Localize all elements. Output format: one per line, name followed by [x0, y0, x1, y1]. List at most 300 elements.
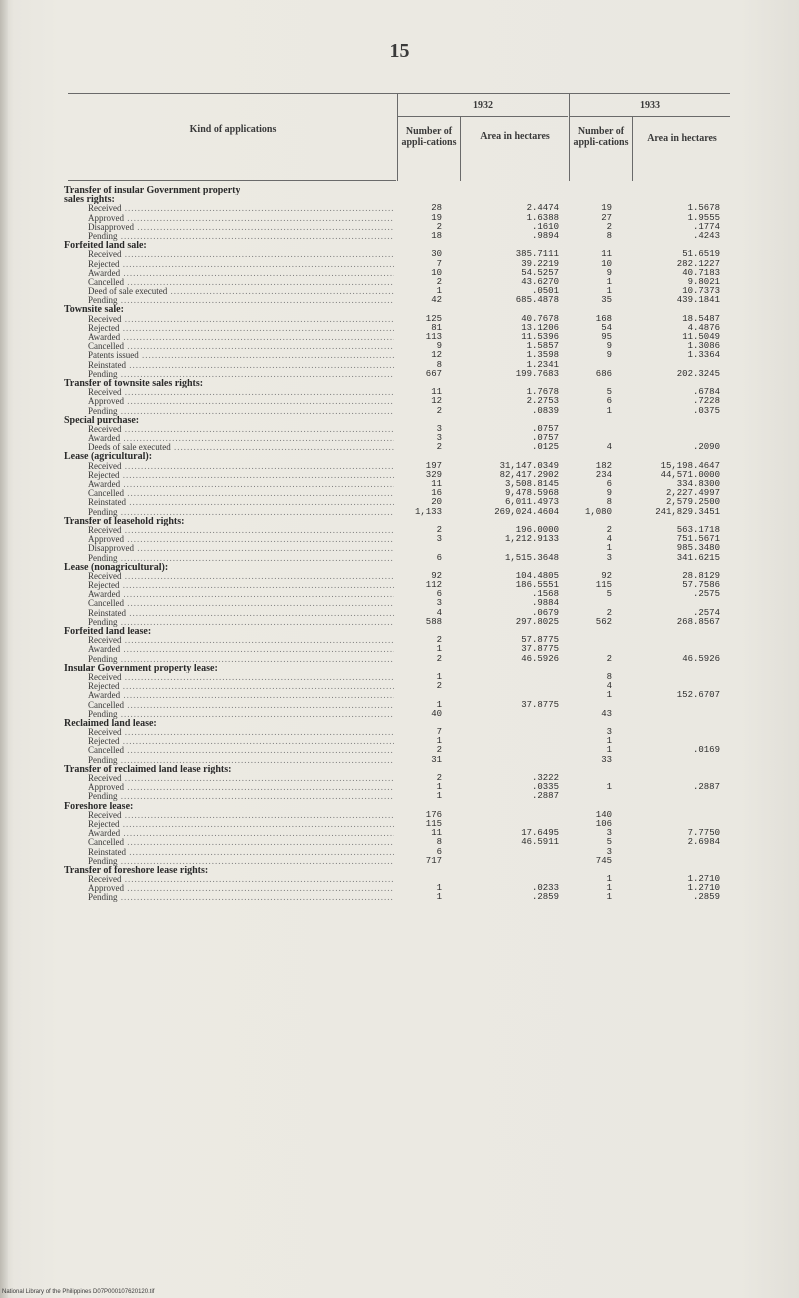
count-1933-cell: 140	[595, 809, 612, 820]
row-label: Awarded .....	[88, 829, 394, 838]
area-1933-cell: 2.6984	[687, 837, 720, 848]
count-1933-cell: 19	[601, 203, 612, 214]
area-1932-cell: 37.8775	[521, 644, 559, 655]
count-1932-cell: 1	[436, 736, 442, 747]
table-row	[0, 333, 799, 342]
area-1932-cell: 196.0000	[515, 524, 559, 535]
section-heading-row	[0, 305, 799, 314]
area-1933-cell: .2887	[692, 782, 720, 793]
table-row	[0, 636, 799, 645]
row-label: Received .....	[88, 636, 394, 645]
section-heading-row	[0, 241, 799, 250]
count-1933-cell: 745	[595, 855, 612, 866]
year-1932-header: 1932	[473, 100, 493, 111]
row-label: Received .....	[88, 875, 394, 884]
area-1932-cell: 1,515.3648	[504, 552, 559, 563]
area-1933-cell: .4243	[692, 230, 720, 241]
table-row	[0, 645, 799, 654]
area-1933-cell: 2,579.2500	[665, 497, 720, 508]
count-1932-cell: 19	[431, 212, 442, 223]
area-1932-cell: 186.5551	[515, 580, 559, 591]
count-1932-cell: 113	[425, 332, 442, 342]
count-1932-cell: 11	[431, 828, 442, 839]
count-1933-cell: 10	[601, 258, 612, 269]
area-1932-cell: 46.5926	[521, 653, 559, 664]
table-row	[0, 737, 799, 746]
area-hectares-1932-header: Area in hectares	[480, 131, 550, 142]
area-1933-cell: 44,571.0000	[660, 469, 720, 480]
count-1933-cell: 182	[595, 460, 612, 471]
area-1933-cell: 1.9555	[687, 212, 720, 223]
area-1933-cell: 152.6707	[676, 690, 720, 701]
row-label: Cancelled .....	[88, 342, 394, 351]
count-1932-cell: 717	[425, 855, 442, 866]
table-row	[0, 590, 799, 599]
table-row	[0, 223, 799, 232]
row-label: Approved .....	[88, 214, 394, 223]
area-1933-cell: 1.3086	[687, 341, 720, 352]
area-1932-cell: 1.7678	[526, 387, 559, 398]
row-label: Pending .....	[88, 756, 394, 765]
count-1933-cell: 1,080	[584, 506, 612, 517]
count-1933-cell: 1	[606, 892, 612, 903]
row-label: Pending .....	[88, 370, 394, 379]
count-1933-cell: 5	[606, 837, 612, 848]
table-row	[0, 746, 799, 755]
row-label: Pending .....	[88, 655, 394, 664]
area-1933-cell: .1774	[692, 221, 720, 232]
count-1932-cell: 1	[436, 892, 442, 903]
table-row	[0, 783, 799, 792]
row-label: Deeds of sale executed .....	[88, 443, 394, 452]
count-1932-cell: 3	[436, 598, 442, 609]
row-label: Pending .....	[88, 554, 394, 563]
area-1932-cell: 297.8025	[515, 616, 559, 627]
section-heading-row	[0, 627, 799, 636]
count-1933-cell: 1	[606, 782, 612, 793]
row-label: Pending .....	[88, 618, 394, 627]
table-row	[0, 792, 799, 801]
area-1933-cell: .7228	[692, 396, 720, 407]
area-1932-cell: 1.5857	[526, 341, 559, 352]
area-1932-cell: .9894	[531, 230, 559, 241]
count-1932-cell: 3	[436, 433, 442, 444]
area-1933-cell: 4.4876	[687, 322, 720, 333]
count-1932-cell: 1	[436, 644, 442, 655]
count-1932-cell: 3	[436, 534, 442, 545]
area-1932-cell: 57.8775	[521, 635, 559, 646]
area-1932-cell: .0501	[531, 286, 559, 297]
table-row	[0, 232, 799, 241]
area-1933-cell: 241,829.3451	[655, 506, 720, 517]
table-row	[0, 278, 799, 287]
count-1932-cell: 115	[425, 818, 442, 829]
row-label: Cancelled .....	[88, 838, 394, 847]
table-row	[0, 728, 799, 737]
count-1933-cell: 106	[595, 818, 612, 829]
count-1932-cell: 9	[436, 341, 442, 352]
section-heading-row	[0, 416, 799, 425]
count-1933-cell: 2	[606, 524, 612, 535]
area-1933-cell: 439.1841	[676, 295, 720, 306]
row-label: Disapproved .....	[88, 544, 394, 553]
row-label: Approved .....	[88, 783, 394, 792]
count-1933-cell: 2	[606, 653, 612, 664]
count-1932-cell: 2	[436, 405, 442, 416]
section-heading: Lease (nonagricultural):	[64, 562, 169, 572]
area-1933-cell: 51.6519	[682, 249, 720, 260]
area-1932-cell: 3,508.8145	[504, 479, 559, 489]
table-row	[0, 581, 799, 590]
area-1933-cell: .0375	[692, 405, 720, 416]
table-row	[0, 756, 799, 765]
row-label: Deed of sale executed .....	[88, 287, 394, 296]
count-1932-cell: 6	[436, 846, 442, 857]
area-1933-cell: 1.2710	[687, 883, 720, 894]
row-label: Rejected .....	[88, 737, 394, 746]
row-label: Pending .....	[88, 710, 394, 719]
area-1932-cell: 385.7111	[515, 249, 559, 260]
area-1932-cell: 37.8775	[521, 699, 559, 710]
count-1933-cell: 9	[606, 350, 612, 361]
table-row	[0, 701, 799, 710]
count-1933-cell: 234	[595, 469, 612, 480]
section-heading-row	[0, 664, 799, 673]
area-1932-cell: 2.4474	[526, 203, 559, 214]
count-1932-cell: 2	[436, 221, 442, 232]
count-1932-cell: 18	[431, 230, 442, 241]
table-row	[0, 370, 799, 379]
area-1932-cell: 17.6495	[521, 828, 559, 839]
count-1932-cell: 12	[431, 396, 442, 407]
table-row	[0, 214, 799, 223]
area-1932-cell: .9884	[531, 598, 559, 609]
table-row	[0, 710, 799, 719]
kind-of-applications-header: Kind of applications	[189, 124, 277, 135]
area-1932-cell: 46.5911	[521, 837, 559, 848]
table-row	[0, 829, 799, 838]
count-1932-cell: 7	[436, 727, 442, 738]
count-1932-cell: 11	[431, 479, 442, 489]
area-1933-cell: .2090	[692, 442, 720, 453]
row-label: Awarded .....	[88, 333, 394, 342]
table-row	[0, 673, 799, 682]
count-1933-cell: 1	[606, 405, 612, 416]
table-row	[0, 848, 799, 857]
row-label: Received .....	[88, 425, 394, 434]
section-heading: Transfer of leasehold rights:	[64, 516, 185, 526]
row-label: Pending .....	[88, 893, 394, 902]
count-1932-cell: 4	[436, 607, 442, 618]
area-1932-cell: 13.1206	[521, 322, 559, 333]
table-row	[0, 618, 799, 627]
area-1932-cell: .0679	[531, 607, 559, 618]
area-1932-cell: .3222	[531, 773, 559, 783]
section-heading-row	[0, 195, 799, 204]
count-1933-cell: 2	[606, 221, 612, 232]
count-1933-cell: 6	[606, 479, 612, 489]
row-label: Cancelled .....	[88, 278, 394, 287]
count-1933-cell: 3	[606, 846, 612, 857]
table-row	[0, 324, 799, 333]
count-1932-cell: 30	[431, 249, 442, 260]
area-1932-cell: .0757	[531, 423, 559, 434]
area-1933-cell: .2859	[692, 892, 720, 903]
count-1933-cell: 562	[595, 616, 612, 627]
section-heading: Insular Government property lease:	[64, 663, 218, 673]
count-1932-cell: 8	[436, 837, 442, 848]
area-1933-cell: 563.1718	[676, 524, 720, 535]
year1-underline	[398, 116, 568, 117]
row-label: Received .....	[88, 774, 394, 783]
area-1933-cell: 985.3480	[676, 543, 720, 554]
row-label: Pending .....	[88, 792, 394, 801]
count-1932-cell: 2	[436, 681, 442, 692]
area-1932-cell: .1568	[531, 589, 559, 600]
area-1933-cell: 1.5678	[687, 203, 720, 214]
table-row	[0, 296, 799, 305]
area-1932-cell: .2859	[531, 892, 559, 903]
table-row	[0, 857, 799, 866]
section-heading-row	[0, 719, 799, 728]
table-row	[0, 875, 799, 884]
area-1933-cell: 268.8567	[676, 616, 720, 627]
area-1933-cell: 57.7586	[682, 580, 720, 591]
row-label: Received .....	[88, 811, 394, 820]
table-row	[0, 811, 799, 820]
page-number: 15	[389, 40, 410, 62]
count-1932-cell: 2	[436, 276, 442, 287]
count-1932-cell: 92	[431, 570, 442, 581]
count-1932-cell: 3	[436, 423, 442, 434]
count-1932-cell: 2	[436, 745, 442, 756]
area-1933-cell: .2575	[692, 589, 720, 600]
area-1932-cell: 199.7683	[515, 368, 559, 379]
section-heading-row	[0, 802, 799, 811]
table-row	[0, 443, 799, 452]
section-heading-row	[0, 379, 799, 388]
row-label: Rejected .....	[88, 324, 394, 333]
section-heading: Reclaimed land lease:	[64, 718, 157, 729]
count-1932-cell: 16	[431, 488, 442, 499]
area-1933-cell: 341.6215	[676, 552, 720, 563]
count-1932-cell: 2	[436, 773, 442, 783]
row-label: Received .....	[88, 728, 394, 737]
count-1932-cell: 7	[436, 258, 442, 269]
section-heading-row	[0, 765, 799, 774]
row-label: Received .....	[88, 462, 394, 471]
row-label: Received .....	[88, 250, 394, 259]
count-1933-cell: 168	[595, 313, 612, 324]
count-1933-cell: 43	[601, 708, 612, 719]
count-1933-cell: 3	[606, 727, 612, 738]
count-1932-cell: 8	[436, 359, 442, 370]
row-label: Reinstated .....	[88, 848, 394, 857]
area-1932-cell: 2.2753	[526, 396, 559, 407]
count-1932-cell: 10	[431, 267, 442, 278]
table-row	[0, 691, 799, 700]
divider-1933-cols	[632, 117, 633, 181]
area-hectares-1933-header: Area in hectares	[647, 133, 717, 144]
area-1933-cell: 28.8129	[682, 570, 720, 581]
table-row	[0, 204, 799, 213]
count-1933-cell: 686	[595, 368, 612, 379]
count-1933-cell: 1	[606, 736, 612, 747]
count-1932-cell: 12	[431, 350, 442, 361]
area-1933-cell: 202.3245	[676, 368, 720, 379]
section-heading: Transfer of townsite sales rights:	[64, 378, 204, 389]
section-heading: Forfeited land lease:	[64, 627, 152, 637]
count-1933-cell: 95	[601, 332, 612, 342]
area-1932-cell: 54.5257	[521, 267, 559, 278]
area-1933-cell: .2574	[692, 607, 720, 618]
count-1933-cell: 5	[606, 387, 612, 398]
count-1932-cell: 2	[436, 524, 442, 535]
count-1932-cell: 6	[436, 552, 442, 563]
area-1932-cell: 1.6388	[526, 212, 559, 223]
section-heading-row	[0, 866, 799, 875]
count-1932-cell: 1	[436, 699, 442, 710]
row-label: Reinstated .....	[88, 361, 394, 370]
year2-underline	[570, 116, 730, 117]
section-heading: Foreshore lease:	[64, 801, 134, 811]
row-label: Received .....	[88, 315, 394, 324]
area-1933-cell: .6784	[692, 387, 720, 398]
table-row	[0, 599, 799, 608]
section-heading: Special purchase:	[64, 415, 140, 425]
count-1933-cell: 4	[606, 534, 612, 545]
table-row	[0, 269, 799, 278]
count-1933-cell: 33	[601, 754, 612, 765]
area-1932-cell: 40.7678	[521, 313, 559, 324]
count-1933-cell: 9	[606, 267, 612, 278]
table-row	[0, 554, 799, 563]
row-label: Pending .....	[88, 508, 394, 517]
row-label: Patents issued .....	[88, 351, 394, 360]
count-1932-cell: 197	[425, 460, 442, 471]
count-1933-cell: 1	[606, 286, 612, 297]
row-label: Approved .....	[88, 535, 394, 544]
table-row	[0, 260, 799, 269]
area-1933-cell: 40.7183	[682, 267, 720, 278]
area-1933-cell: 46.5926	[682, 653, 720, 664]
row-label: Cancelled .....	[88, 599, 394, 608]
area-1933-cell: 7.7750	[687, 828, 720, 839]
divider-1932-cols	[460, 117, 461, 181]
row-label: Received .....	[88, 204, 394, 213]
area-1932-cell: .0839	[531, 405, 559, 416]
area-1932-cell: 39.2219	[521, 258, 559, 269]
count-1932-cell: 1	[436, 791, 442, 802]
area-1933-cell: 1.3364	[687, 350, 720, 361]
count-1932-cell: 6	[436, 589, 442, 600]
table-row	[0, 425, 799, 434]
count-1933-cell: 6	[606, 396, 612, 407]
count-1932-cell: 125	[425, 313, 442, 324]
table-row	[0, 572, 799, 581]
row-label: Awarded .....	[88, 645, 394, 654]
table-row	[0, 351, 799, 360]
count-1933-cell: 27	[601, 212, 612, 223]
row-label: Rejected .....	[88, 682, 394, 691]
row-label: Pending .....	[88, 407, 394, 416]
area-1932-cell: 1.2341	[526, 359, 559, 370]
count-1933-cell: 1	[606, 276, 612, 287]
section-heading: Townsite sale:	[64, 305, 124, 315]
row-label: Rejected .....	[88, 820, 394, 829]
row-label: Approved .....	[88, 397, 394, 406]
area-1932-cell: 43.6270	[521, 276, 559, 287]
table-row	[0, 508, 799, 517]
count-1932-cell: 1	[436, 286, 442, 297]
count-1932-cell: 31	[431, 754, 442, 765]
row-label: Received .....	[88, 673, 394, 682]
num-applications-1932-header: Number of appli-cations	[401, 126, 457, 148]
row-label: Awarded .....	[88, 434, 394, 443]
area-1932-cell: 1.3598	[526, 350, 559, 361]
row-label: Awarded .....	[88, 480, 394, 489]
section-heading: Transfer of reclaimed land lease rights:	[64, 764, 232, 775]
row-label: Pending .....	[88, 232, 394, 241]
row-label: Pending .....	[88, 296, 394, 305]
row-label: Reinstated .....	[88, 498, 394, 507]
count-1933-cell: 1	[606, 883, 612, 894]
count-1932-cell: 1	[436, 883, 442, 894]
area-1932-cell: .0757	[531, 433, 559, 444]
table-row	[0, 388, 799, 397]
table-row	[0, 407, 799, 416]
count-1932-cell: 667	[425, 368, 442, 379]
section-heading-row	[0, 186, 799, 195]
count-1932-cell: 1	[436, 782, 442, 793]
count-1933-cell: 11	[601, 249, 612, 260]
count-1933-cell: 4	[606, 442, 612, 453]
area-1932-cell: .0233	[531, 883, 559, 894]
area-1933-cell: 15,198.4647	[660, 460, 720, 471]
area-1932-cell: 685.4878	[515, 295, 559, 306]
table-row	[0, 884, 799, 893]
year-1933-header: 1933	[640, 100, 660, 111]
area-1933-cell: 2,227.4997	[665, 488, 720, 499]
applications-table-body	[0, 186, 799, 903]
count-1933-cell: 92	[601, 570, 612, 581]
count-1932-cell: 20	[431, 497, 442, 508]
area-1933-cell: .0169	[692, 745, 720, 756]
num-applications-1933-header: Number of appli-cations	[573, 126, 629, 148]
section-heading: Forfeited land sale:	[64, 241, 147, 251]
count-1933-cell: 4	[606, 681, 612, 692]
header-top-rule	[68, 93, 730, 94]
area-1933-cell: 282.1227	[676, 258, 720, 269]
count-1933-cell: 115	[595, 580, 612, 591]
row-label: Approved .....	[88, 884, 394, 893]
area-1933-cell: 334.8300	[676, 479, 720, 489]
count-1932-cell: 1,133	[414, 506, 442, 517]
row-label: Awarded .....	[88, 691, 394, 700]
count-1933-cell: 8	[606, 671, 612, 682]
count-1932-cell: 112	[425, 580, 442, 591]
count-1932-cell: 81	[431, 322, 442, 333]
header-bottom-rule	[68, 180, 396, 181]
area-1933-cell: 10.7373	[682, 286, 720, 297]
table-row	[0, 820, 799, 829]
count-1933-cell: 3	[606, 552, 612, 563]
count-1932-cell: 28	[431, 203, 442, 214]
table-header	[68, 93, 730, 181]
count-1933-cell: 1	[606, 690, 612, 701]
row-label: Rejected .....	[88, 471, 394, 480]
count-1933-cell: 1	[606, 745, 612, 756]
